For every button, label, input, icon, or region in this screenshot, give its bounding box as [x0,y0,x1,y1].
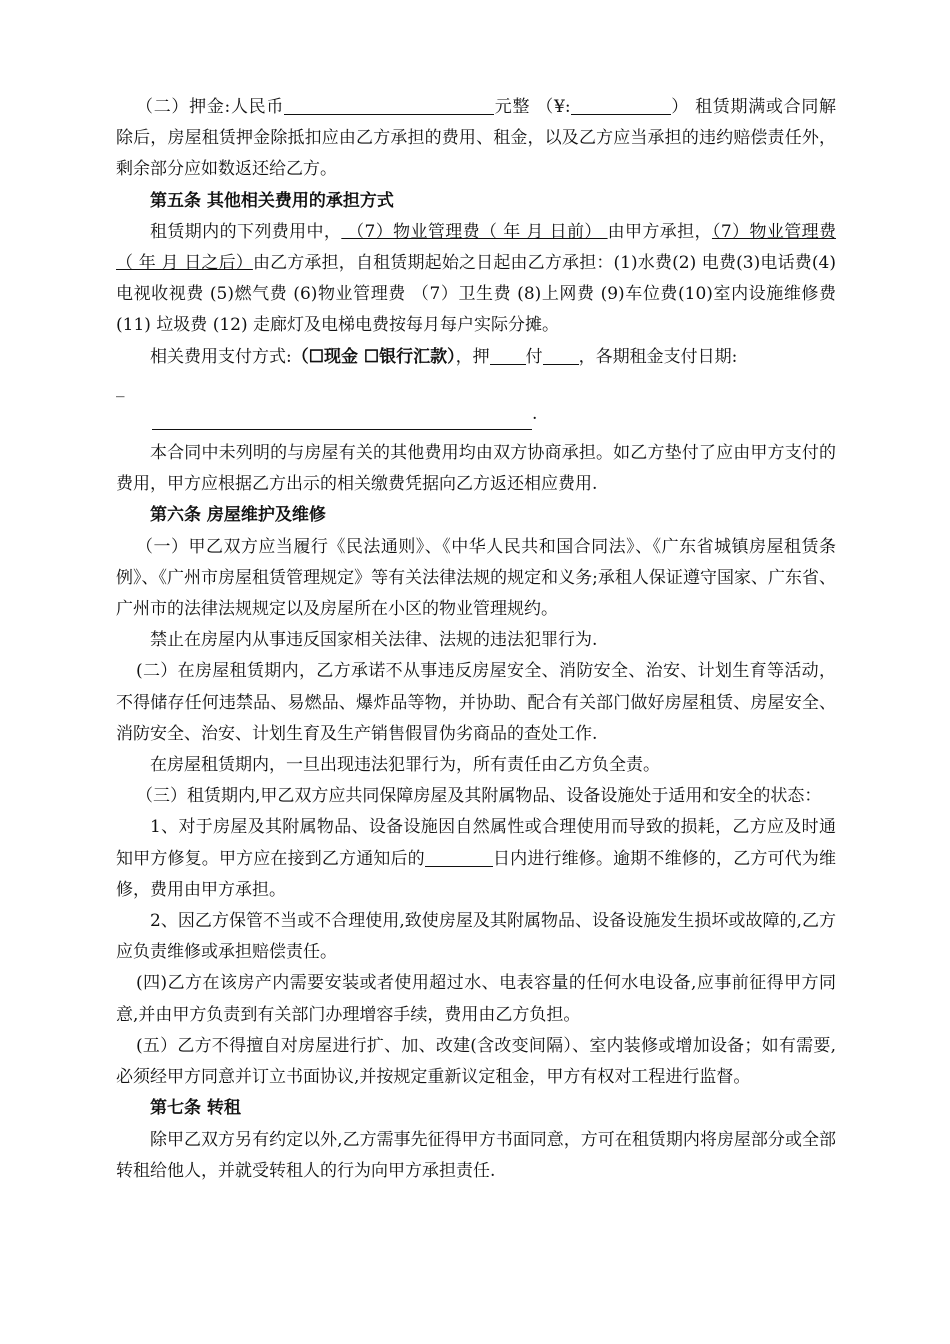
maintenance-clause-4: (四)乙方在该房产内需要安装或者使用超过水、电表容量的任何水电设备,应事前征得甲方同意,并由甲方负责到有关部门办理增容手续，费用由乙方负担。 [116,973,836,1025]
maintenance-item-1: 1、对于房屋及其附属物品、设备设施因自然属性或合理使用而导致的损耗，乙方应及时通知甲方修复。甲方应在接到乙方通知后的 日内进行维修。逾期不维修的，乙方可代为维修，费用由甲方承担。 [116,817,837,900]
article-5-heading: 第五条 其他相关费用的承担方式 [150,190,394,211]
contract-page [116,92,836,1187]
maintenance-prohibition: 禁止在房屋内从事违反国家相关法律、法规的违法犯罪行为. [150,630,598,651]
maintenance-clause-2: (二）在房屋租赁期内，乙方承诺不从事违反房屋安全、消防安全、治安、计划生育等活动，不得储存任何违禁品、易燃品、爆炸品等物，并协助、配合有关部门做好房屋租赁、房屋安全、消防安全、治安、计划生育及生产销售假冒伪劣商品的查处工作. [116,661,836,744]
payment-method-label: 相关费用支付方式: [150,346,292,367]
deposit-term-label: ） 租赁期满 [670,97,766,117]
repair-days-blank[interactable] [425,848,493,867]
deposit-months-blank[interactable] [490,346,526,365]
deposit-yuan-blank[interactable] [571,96,671,115]
pay-months-blank[interactable] [543,346,579,365]
deposit-clause [116,92,836,186]
rent-date-row [116,404,836,430]
fees-landlord-text: 由甲方承担， [607,221,712,242]
payment-method-options[interactable]: （☐现金 ☐银行汇款） [291,346,456,367]
fees-landlord-item[interactable]: （7）物业管理费（ 年 月 日前） [341,221,608,242]
article-7-heading: 第七条 转租 [150,1098,241,1119]
deposit-unit: 元整 （¥: [494,97,571,117]
rent-date-blank[interactable] [152,411,532,430]
payment-method-clause [116,342,836,373]
deposit-text: 或合同解除后，房屋租赁押金除抵扣应由乙方承担的费用、租金，以及乙方应当承担的违约赔偿责任外，剩余部分应如数返还给乙方。 [116,97,837,180]
sublease-clause: 除甲乙双方另有约定以外,乙方需事先征得甲方书面同意，方可在租赁期内将房屋部分或全部转租给他人，并就受转租人的行为向甲方承担责任. [116,1129,836,1181]
fees-list-text: 由乙方承担，自租赁期起始之日起由乙方承担：(1)水费(2) 电费(3)电话费(4) 电视收视费 (5)燃气费 (6)物业管理费 （7）卫生费 (8)上网费 (9)车位费(10)室内设施维修费 (11) 垃圾费 (12) 走廊灯及电梯电费按每月每户实际分摊。 [116,253,836,336]
article-6-heading: 第六条 房屋维护及维修 [150,505,326,526]
fees-clause [116,217,836,342]
maintenance-item-2: 2、因乙方保管不当或不合理使用,致使房屋及其附属物品、设备设施发生损坏或故障的,乙方应负责维修或承担赔偿责任。 [116,911,836,963]
fees-tenant-item[interactable]: （7）物业管理费（ 年 月 日之后） [116,221,837,274]
rent-date-label: ，各期租金支付日期: [578,346,738,367]
deposit-months-label: ，押 [455,346,490,367]
maintenance-clause-3: （三）租赁期内,甲乙双方应共同保障房屋及其附属物品、设备设施处于适用和安全的状态： [136,786,822,807]
deposit-label: （二）押金:人民币 [136,97,285,117]
other-fees-clause: 本合同中未列明的与房屋有关的其他费用均由双方协商承担。如乙方垫付了应由甲方支付的费用，甲方应根据乙方出示的相关缴费凭据向乙方返还相应费用. [116,443,836,495]
pay-months-label: 付 [525,346,543,367]
rent-date-end: . [532,403,538,424]
deposit-amount-blank[interactable] [284,96,494,115]
fees-intro: 租赁期内的下列费用中， [150,221,342,242]
maintenance-clause-1: （一）甲乙双方应当履行《民法通则》、《中华人民共和国合同法》、《广东省城镇房屋租赁条例》、《广州市房屋租赁管理规定》等有关法律法规的规定和义务;承租人保证遵守国家、广东省、广州市的法律法规规定以及房屋所在小区的物业管理规约。 [116,536,836,620]
rent-date-start: _ [116,377,125,398]
maintenance-clause-5: (五）乙方不得擅自对房屋进行扩、加、改建(含改变间隔）、室内装修或增加设备；如有需要,必须经甲方同意并订立书面协议,并按规定重新议定租金，甲方有权对工程进行监督。 [116,1035,836,1088]
maintenance-liability: 在房屋租赁期内，一旦出现违法犯罪行为，所有责任由乙方负全责。 [150,755,660,776]
